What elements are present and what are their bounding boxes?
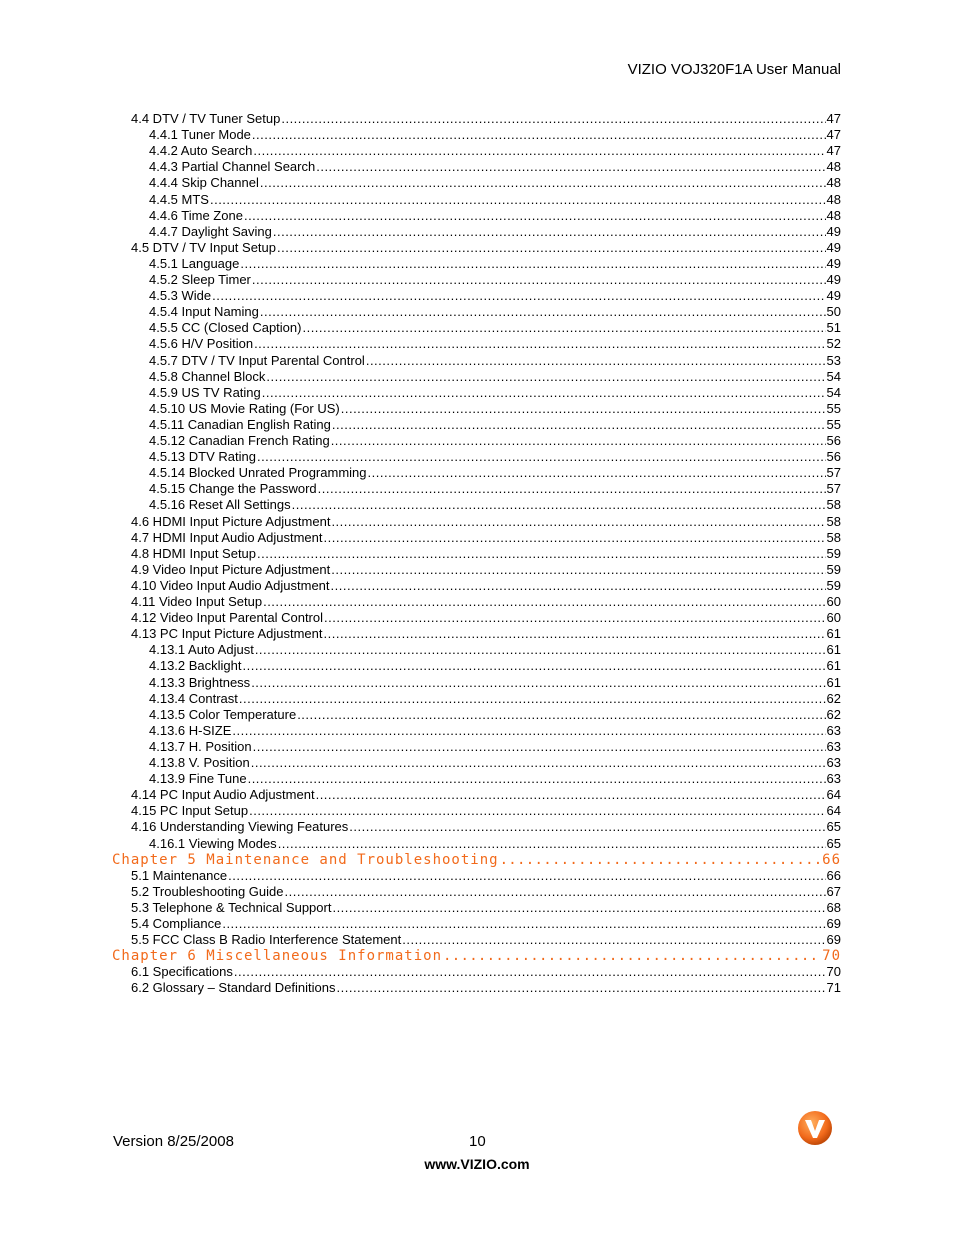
toc-leader-dots	[260, 304, 826, 319]
toc-entry[interactable]	[149, 369, 841, 385]
toc-entry-page: 57	[826, 481, 841, 497]
toc-entry-label: 4.5 DTV / TV Input Setup	[131, 239, 277, 255]
toc-leader-dots	[297, 707, 825, 722]
toc-leader-dots	[332, 417, 826, 432]
toc-entry-page: 62	[826, 706, 841, 722]
toc-entry[interactable]	[149, 497, 841, 513]
toc-entry-page: 48	[826, 159, 841, 175]
toc-leader-dots	[292, 497, 826, 512]
toc-leader-dots	[249, 803, 825, 818]
toc-entry[interactable]	[131, 111, 841, 127]
toc-entry-page: 48	[826, 191, 841, 207]
toc-entry-page: 71	[826, 980, 841, 996]
toc-entry[interactable]	[149, 433, 841, 449]
toc-entry-page: 52	[826, 336, 841, 352]
toc-leader-dots	[222, 916, 825, 931]
toc-entry-page: 67	[826, 883, 841, 899]
toc-entry-page: 57	[826, 465, 841, 481]
toc-entry-label: 4.4.6 Time Zone	[149, 207, 243, 223]
page-number: 10	[469, 1133, 486, 1150]
toc-entry-page: 49	[826, 255, 841, 271]
toc-entry[interactable]	[149, 642, 841, 658]
toc-entry-label: Chapter 6 Miscellaneous Information	[112, 948, 443, 965]
toc-entry[interactable]	[149, 723, 841, 739]
toc-entry-label: 4.13 PC Input Picture Adjustment	[131, 626, 323, 642]
toc-entry[interactable]	[149, 272, 841, 288]
toc-entry-label: 4.8 HDMI Input Setup	[131, 545, 257, 561]
toc-chapter-entry[interactable]	[112, 852, 841, 869]
toc-leader-dots	[443, 948, 821, 964]
toc-entry-label: 5.5 FCC Class B Radio Interference Statement	[131, 932, 402, 948]
toc-entry-label: 4.11 Video Input Setup	[131, 594, 263, 609]
vizio-v-logo-icon	[797, 1110, 833, 1146]
toc-entry-page: 61	[826, 642, 841, 658]
toc-entry-page: 56	[826, 449, 841, 465]
toc-entry-page: 63	[826, 722, 841, 738]
toc-entry-page: 66	[822, 851, 841, 868]
toc-leader-dots	[260, 175, 826, 190]
toc-entry-page: 53	[826, 352, 841, 368]
toc-entry-page: 58	[826, 529, 841, 545]
toc-leader-dots	[257, 449, 826, 464]
toc-leader-dots	[263, 594, 825, 609]
toc-entry-label: 4.5.15 Change the Password	[149, 481, 317, 497]
toc-entry-label: 4.7 HDMI Input Audio Adjustment	[131, 529, 323, 545]
toc-entry[interactable]	[131, 980, 841, 996]
toc-chapter-entry[interactable]	[112, 948, 841, 965]
toc-entry[interactable]	[149, 256, 841, 272]
toc-entry-page: 62	[826, 690, 841, 706]
toc-entry[interactable]	[149, 175, 841, 191]
toc-entry-label: 4.4.4 Skip Channel	[149, 175, 259, 191]
toc-entry-label: 4.13.1 Auto Adjust	[149, 642, 254, 658]
toc-leader-dots	[243, 658, 826, 673]
toc-leader-dots	[281, 111, 825, 126]
toc-leader-dots	[252, 127, 826, 142]
toc-entry-page: 54	[826, 384, 841, 400]
toc-entry-page: 49	[826, 288, 841, 304]
toc-entry[interactable]	[149, 401, 841, 417]
toc-entry-page: 49	[826, 223, 841, 239]
toc-leader-dots	[318, 481, 826, 496]
toc-entry-page: 58	[826, 513, 841, 529]
toc-entry-page: 61	[826, 674, 841, 690]
toc-entry-label: 4.6 HDMI Input Picture Adjustment	[131, 513, 331, 529]
toc-leader-dots	[316, 159, 825, 174]
toc-entry-label: 4.15 PC Input Setup	[131, 803, 249, 819]
toc-leader-dots	[257, 546, 826, 561]
toc-entry[interactable]	[131, 932, 841, 948]
toc-entry[interactable]	[149, 385, 841, 401]
toc-entry-page: 64	[826, 803, 841, 819]
toc-leader-dots	[285, 884, 826, 899]
toc-entry-label: 4.5.11 Canadian English Rating	[149, 416, 331, 432]
toc-leader-dots	[253, 739, 826, 754]
toc-leader-dots	[402, 932, 825, 947]
toc-entry[interactable]	[149, 320, 841, 336]
toc-leader-dots	[255, 642, 826, 657]
toc-entry-page: 69	[826, 932, 841, 948]
toc-entry-page: 48	[826, 175, 841, 191]
toc-entry[interactable]	[131, 868, 841, 884]
toc-entry-label: 4.4.5 MTS	[149, 191, 209, 207]
toc-entry[interactable]	[149, 143, 841, 159]
toc-leader-dots	[332, 900, 825, 915]
toc-entry-page: 48	[826, 207, 841, 223]
toc-leader-dots	[316, 787, 826, 802]
toc-entry[interactable]	[149, 353, 841, 369]
toc-entry[interactable]	[149, 159, 841, 175]
toc-entry[interactable]	[131, 803, 841, 819]
toc-entry[interactable]	[131, 530, 841, 546]
toc-entry-label: 4.13.2 Backlight	[149, 658, 242, 674]
toc-entry[interactable]	[149, 739, 841, 755]
toc-entry-page: 66	[826, 867, 841, 883]
toc-leader-dots	[212, 288, 825, 303]
toc-leader-dots	[349, 819, 825, 834]
toc-entry-page: 47	[826, 127, 841, 143]
toc-entry-page: 56	[826, 433, 841, 448]
toc-leader-dots	[302, 320, 825, 335]
toc-entry[interactable]	[131, 900, 841, 916]
toc-leader-dots	[244, 208, 826, 223]
toc-entry-page: 65	[826, 835, 841, 851]
toc-entry[interactable]	[149, 192, 841, 208]
toc-leader-dots	[240, 256, 825, 271]
toc-entry[interactable]	[149, 224, 841, 240]
toc-entry[interactable]	[149, 707, 841, 723]
toc-entry-label: 5.3 Telephone & Technical Support	[131, 899, 332, 915]
toc-leader-dots	[277, 240, 826, 255]
toc-leader-dots	[262, 385, 826, 400]
toc-entry-label: 4.5.14 Blocked Unrated Programming	[149, 465, 367, 481]
toc-entry-label: 4.9 Video Input Picture Adjustment	[131, 561, 331, 577]
toc-entry-page: 60	[826, 610, 841, 626]
toc-entry-page: 61	[826, 658, 841, 674]
toc-entry[interactable]	[131, 884, 841, 900]
toc-leader-dots	[252, 272, 826, 287]
toc-entry-page: 70	[822, 948, 841, 965]
toc-entry[interactable]	[131, 514, 841, 530]
toc-leader-dots	[273, 224, 826, 239]
toc-entry-label: 6.1 Specifications	[131, 964, 233, 980]
toc-leader-dots	[368, 465, 826, 480]
toc-entry[interactable]	[131, 578, 841, 594]
toc-entry[interactable]	[149, 417, 841, 433]
toc-entry[interactable]	[149, 304, 841, 320]
toc-leader-dots	[248, 771, 826, 786]
toc-leader-dots	[253, 143, 825, 158]
toc-entry-label: Chapter 5 Maintenance and Troubleshooting	[112, 851, 499, 868]
toc-entry-label: 4.5.8 Channel Block	[149, 368, 266, 384]
toc-entry-label: 4.5.9 US TV Rating	[149, 384, 261, 400]
toc-entry-page: 59	[826, 545, 841, 561]
toc-entry-label: 4.10 Video Input Audio Adjustment	[131, 577, 330, 593]
toc-leader-dots	[251, 755, 826, 770]
toc-leader-dots	[266, 369, 825, 384]
toc-entry-label: 4.16.1 Viewing Modes	[149, 835, 277, 851]
toc-entry-label: 4.13.8 V. Position	[149, 755, 250, 770]
toc-entry[interactable]	[149, 449, 841, 465]
toc-entry-page: 68	[826, 899, 841, 915]
toc-leader-dots	[366, 353, 826, 368]
toc-entry-label: 5.4 Compliance	[131, 916, 222, 931]
toc-entry-label: 4.5.4 Input Naming	[149, 304, 259, 320]
toc-entry-label: 4.12 Video Input Parental Control	[131, 610, 324, 626]
toc-leader-dots	[331, 578, 826, 593]
toc-entry-label: 4.14 PC Input Audio Adjustment	[131, 787, 315, 803]
toc-entry-label: 4.13.9 Fine Tune	[149, 771, 247, 787]
document-title: VIZIO VOJ320F1A User Manual	[627, 61, 841, 78]
toc-leader-dots	[337, 980, 826, 995]
toc-entry-label: 4.5.2 Sleep Timer	[149, 272, 251, 287]
toc-entry[interactable]	[149, 771, 841, 787]
toc-leader-dots	[210, 192, 826, 207]
toc-entry-label: 4.4.3 Partial Channel Search	[149, 159, 316, 175]
toc-entry-label: 4.5.13 DTV Rating	[149, 449, 256, 465]
toc-entry-page: 65	[826, 819, 841, 835]
toc-leader-dots	[324, 626, 826, 641]
toc-entry[interactable]	[149, 208, 841, 224]
toc-entry-page: 51	[826, 320, 841, 336]
toc-entry[interactable]	[131, 964, 841, 980]
toc-entry[interactable]	[149, 288, 841, 304]
toc-entry-page: 49	[826, 272, 841, 287]
toc-entry-page: 61	[826, 626, 841, 642]
toc-entry[interactable]	[131, 562, 841, 578]
toc-entry[interactable]	[131, 240, 841, 256]
toc-entry-page: 59	[826, 577, 841, 593]
toc-leader-dots	[324, 610, 826, 625]
toc-entry-label: 4.16 Understanding Viewing Features	[131, 819, 349, 835]
toc-entry-page: 63	[826, 738, 841, 754]
toc-leader-dots	[254, 336, 825, 351]
toc-entry-page: 60	[826, 594, 841, 609]
toc-entry[interactable]	[149, 465, 841, 481]
toc-entry[interactable]	[131, 916, 841, 932]
toc-entry-label: 4.4.2 Auto Search	[149, 143, 253, 159]
toc-entry-label: 4.5.5 CC (Closed Caption)	[149, 320, 302, 336]
toc-entry[interactable]	[149, 658, 841, 674]
toc-leader-dots	[234, 964, 826, 979]
toc-entry-label: 4.5.7 DTV / TV Input Parental Control	[149, 352, 365, 368]
toc-entry-label: 4.13.7 H. Position	[149, 738, 252, 754]
toc-entry-page: 50	[826, 304, 841, 320]
toc-entry[interactable]	[149, 481, 841, 497]
toc-entry-page: 55	[826, 416, 841, 432]
toc-leader-dots	[331, 562, 825, 577]
toc-entry[interactable]	[131, 610, 841, 626]
toc-leader-dots	[500, 852, 822, 868]
toc-leader-dots	[251, 675, 825, 690]
toc-entry-label: 4.4 DTV / TV Tuner Setup	[131, 111, 281, 126]
toc-entry-label: 4.13.6 H-SIZE	[149, 722, 232, 738]
toc-entry[interactable]	[149, 836, 841, 852]
footer-version: Version 8/25/2008	[113, 1133, 234, 1150]
toc-entry-label: 6.2 Glossary – Standard Definitions	[131, 980, 336, 996]
toc-entry-label: 5.1 Maintenance	[131, 867, 228, 883]
toc-entry-page: 47	[826, 111, 841, 126]
toc-entry[interactable]	[131, 594, 841, 610]
toc-entry-page: 49	[826, 239, 841, 255]
toc-entry[interactable]	[149, 336, 841, 352]
toc-entry-page: 58	[826, 497, 841, 513]
toc-entry-label: 4.5.1 Language	[149, 255, 240, 271]
toc-entry-page: 47	[826, 143, 841, 159]
toc-entry-label: 4.5.16 Reset All Settings	[149, 497, 291, 513]
toc-entry-page: 54	[826, 368, 841, 384]
toc-leader-dots	[278, 836, 826, 851]
toc-entry[interactable]	[149, 675, 841, 691]
toc-entry[interactable]	[149, 127, 841, 143]
toc-entry-label: 4.4.1 Tuner Mode	[149, 127, 251, 143]
toc-leader-dots	[324, 530, 826, 545]
toc-entry-label: 4.5.3 Wide	[149, 288, 212, 304]
toc-entry-label: 4.13.5 Color Temperature	[149, 706, 297, 722]
toc-entry-page: 59	[826, 561, 841, 577]
toc-leader-dots	[331, 514, 825, 529]
toc-entry[interactable]	[131, 546, 841, 562]
toc-entry-label: 4.5.10 US Movie Rating (For US)	[149, 400, 340, 416]
toc-entry-page: 70	[826, 964, 841, 980]
toc-leader-dots	[228, 868, 825, 883]
toc-entry-page: 55	[826, 400, 841, 416]
toc-leader-dots	[232, 723, 825, 738]
toc-entry[interactable]	[149, 691, 841, 707]
toc-entry-page: 63	[826, 755, 841, 770]
toc-entry[interactable]	[131, 787, 841, 803]
toc-entry[interactable]	[131, 626, 841, 642]
toc-entry-label: 4.13.3 Brightness	[149, 674, 251, 690]
toc-entry[interactable]	[149, 755, 841, 771]
toc-entry-label: 5.2 Troubleshooting Guide	[131, 883, 284, 899]
toc-entry-label: 4.5.6 H/V Position	[149, 336, 254, 352]
footer-url: www.VIZIO.com	[424, 1156, 530, 1172]
toc-entry-label: 4.4.7 Daylight Saving	[149, 223, 272, 239]
toc-leader-dots	[331, 433, 826, 448]
toc-entry-page: 64	[826, 787, 841, 803]
toc-leader-dots	[341, 401, 826, 416]
toc-entry-page: 69	[826, 916, 841, 931]
toc-leader-dots	[239, 691, 826, 706]
toc-entry-label: 4.5.12 Canadian French Rating	[149, 433, 330, 448]
toc-entry-label: 4.13.4 Contrast	[149, 690, 238, 706]
toc-entry[interactable]	[131, 819, 841, 835]
toc-entry-page: 63	[826, 771, 841, 787]
